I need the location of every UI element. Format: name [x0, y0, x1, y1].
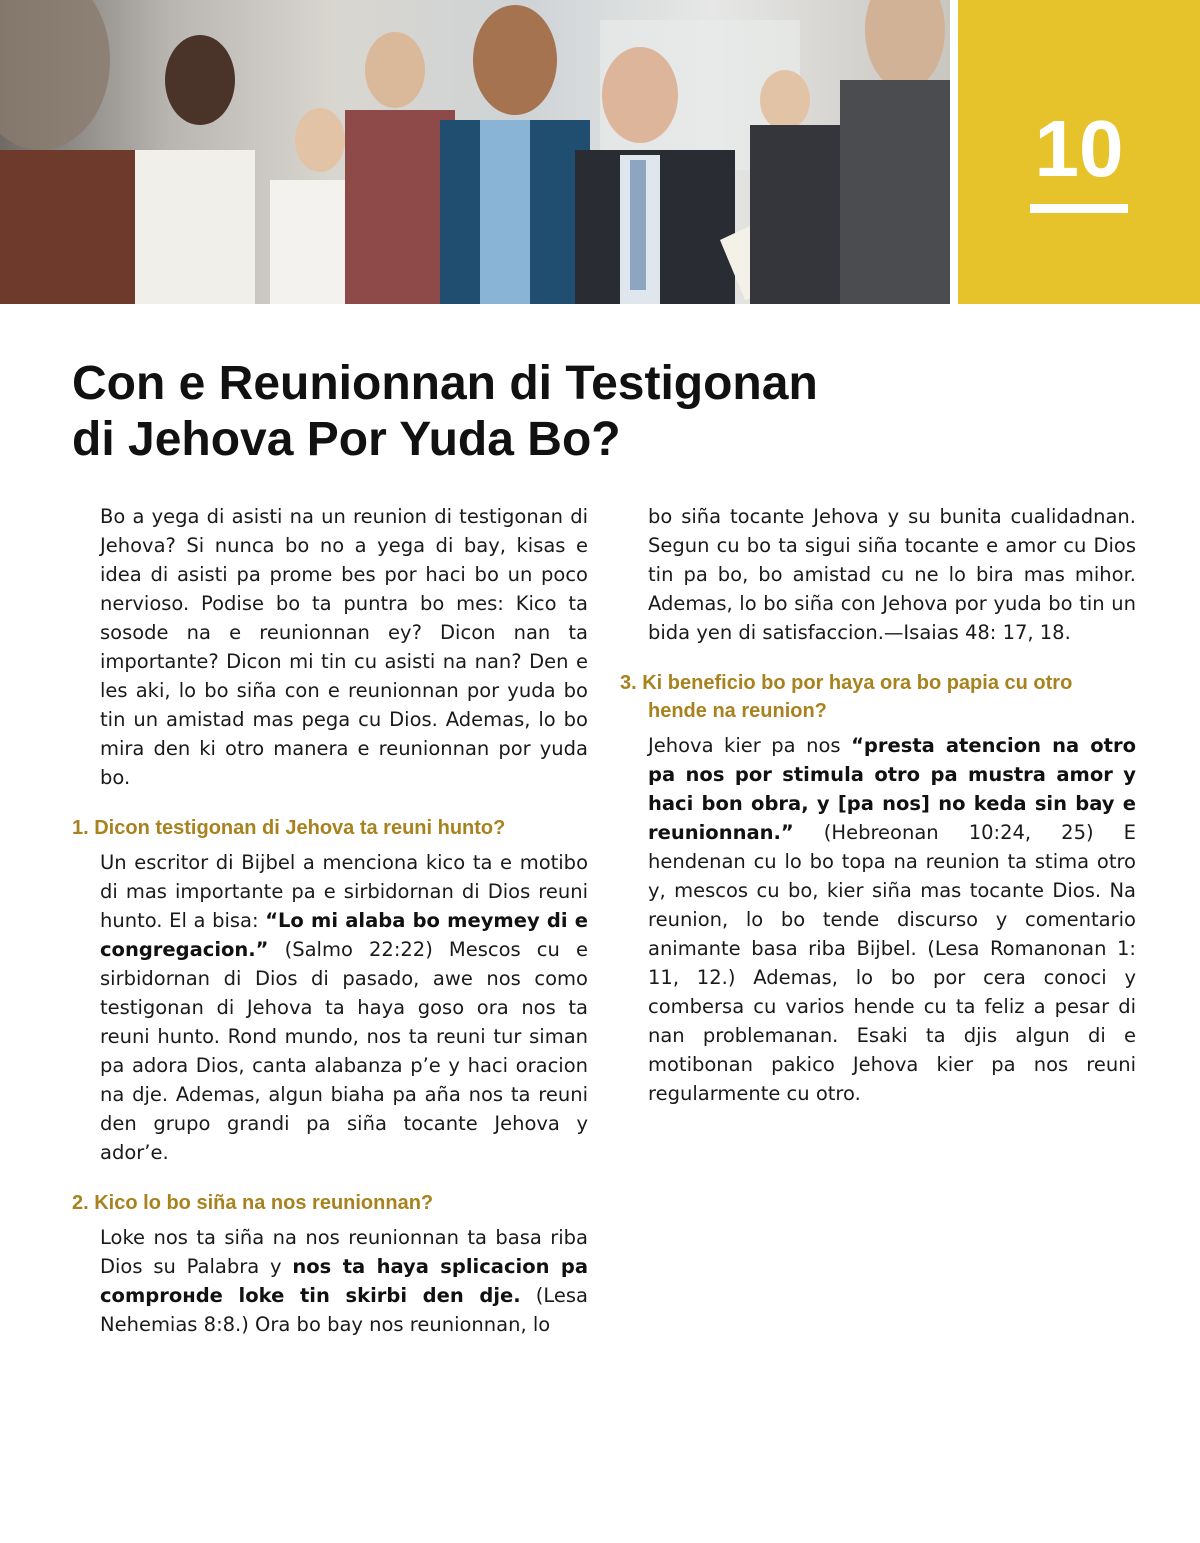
answer-3-text-b: (Hebreonan 10:24, 25) E hendenan cu lo bo topa na reunion ta stima otro y, mescos cu bo, kier siña mas tocante Dios. Na reunion, lo bo tende discurso y comentario animante basa riba Bijbel. (Lesa Romanonan 1: 11, 12.) Ademas, lo bo por cera conoci y combersa cu varios hende cu ta feliz a pesar di nan problemanan. Esaki ta djis algun di e motibonan pakico Jehova kier pa nos reuni regularmente cu otro. — [648, 821, 1136, 1105]
answer-1-text-a: Un escritor di Bijbel a menciona kico ta e motibo di mas importante pa e sirbidornan di Dios reuni hunto. El a bisa: — [100, 851, 588, 932]
answer-3-quote: “presta atencion na otro pa nos por stimula otro pa mustra amor y haci bon obra, y [pa nos] no keda sin bay e reunionnan.” — [648, 734, 1136, 844]
answer-1-quote: “Lo mi alaba bo meymey di e congregacion.” — [100, 909, 588, 961]
lesson-number-tab — [958, 0, 1200, 304]
answer-2-continued: bo siña tocante Jehova y su bunita cualidadnan. Segun cu bo ta sigui siña tocante e amor cu Dios tin pa bo, bo amistad cu ne lo bira mas mihor. Ademas, lo bo siña con Jehova por yuda bo tin un bida yen di satisfaccion.—Isaias 48: 17, 18. — [648, 505, 1136, 644]
answer-1-text-b: (Salmo 22:22) Mescos cu e sirbidornan di Dios di pasado, awe nos como testigonan di Jehova ta haya goso ora nos ta reuni hunto. Rond mundo, nos ta reuni tur siman pa adora Dios, canta alabanza p’e y haci oracion na dje. Ademas, algun biaha pa aña nos ta reuni den grupo grandi pa siña tocante Jehova y ador’e. — [100, 938, 588, 1164]
answer-3-text-a: Jehova kier pa nos — [648, 734, 852, 757]
answer-2-emphasis: nos ta haya splicacion pa comprонde loke tin skirbi den dje. — [100, 1255, 589, 1307]
right-column — [620, 502, 1136, 1130]
left-column — [72, 502, 588, 1361]
answer-3-paragraph — [648, 731, 1136, 1108]
question-1-heading: 1. Dicon testigonan di Jehova ta reuni hunto? — [72, 817, 506, 839]
lesson-number-underline — [1030, 204, 1128, 213]
answer-2-paragraph — [100, 1223, 588, 1339]
intro-paragraph: Bo a yega di asisti na un reunion di testigonan di Jehova? Si nunca bo no a yega di bay, kisas e idea di asisti pa prome bes por haci bo un poco nervioso. Podise bo ta puntra bo mes: Kico ta sosode na e reunionnan ey? Dicon nan ta importante? Dicon mi tin cu asisti na nan? Den e les aki, lo bo siña con e reunionnan por yuda bo tin un amistad mas pega cu Dios. Ademas, lo bo mira den ki otro manera e reunionnan por yuda bo. — [100, 505, 588, 789]
page-title-line1: Con e Reunionnan di Testigonan — [72, 357, 818, 410]
question-2-heading: 2. Kico lo bo siña na nos reunionnan? — [72, 1192, 434, 1214]
header-photo — [0, 0, 950, 304]
lesson-number: 10 — [1034, 104, 1124, 193]
page-title-line2: di Jehova Por Yuda Bo? — [72, 413, 621, 466]
meeting-photo-illustration — [0, 0, 950, 304]
page-title — [72, 356, 972, 468]
question-3-heading: 3. Ki beneficio bo por haya ora bo papia cu otro hende na reunion? — [620, 672, 1073, 722]
answer-2-text-b: (Lesa Nehemias 8:8.) Ora bo bay nos reunionnan, lo — [100, 1284, 588, 1336]
answer-2-text-a: Loke nos ta siña na nos reunionnan ta basa riba Dios su Palabra y — [100, 1226, 588, 1278]
answer-1-paragraph — [100, 848, 588, 1167]
